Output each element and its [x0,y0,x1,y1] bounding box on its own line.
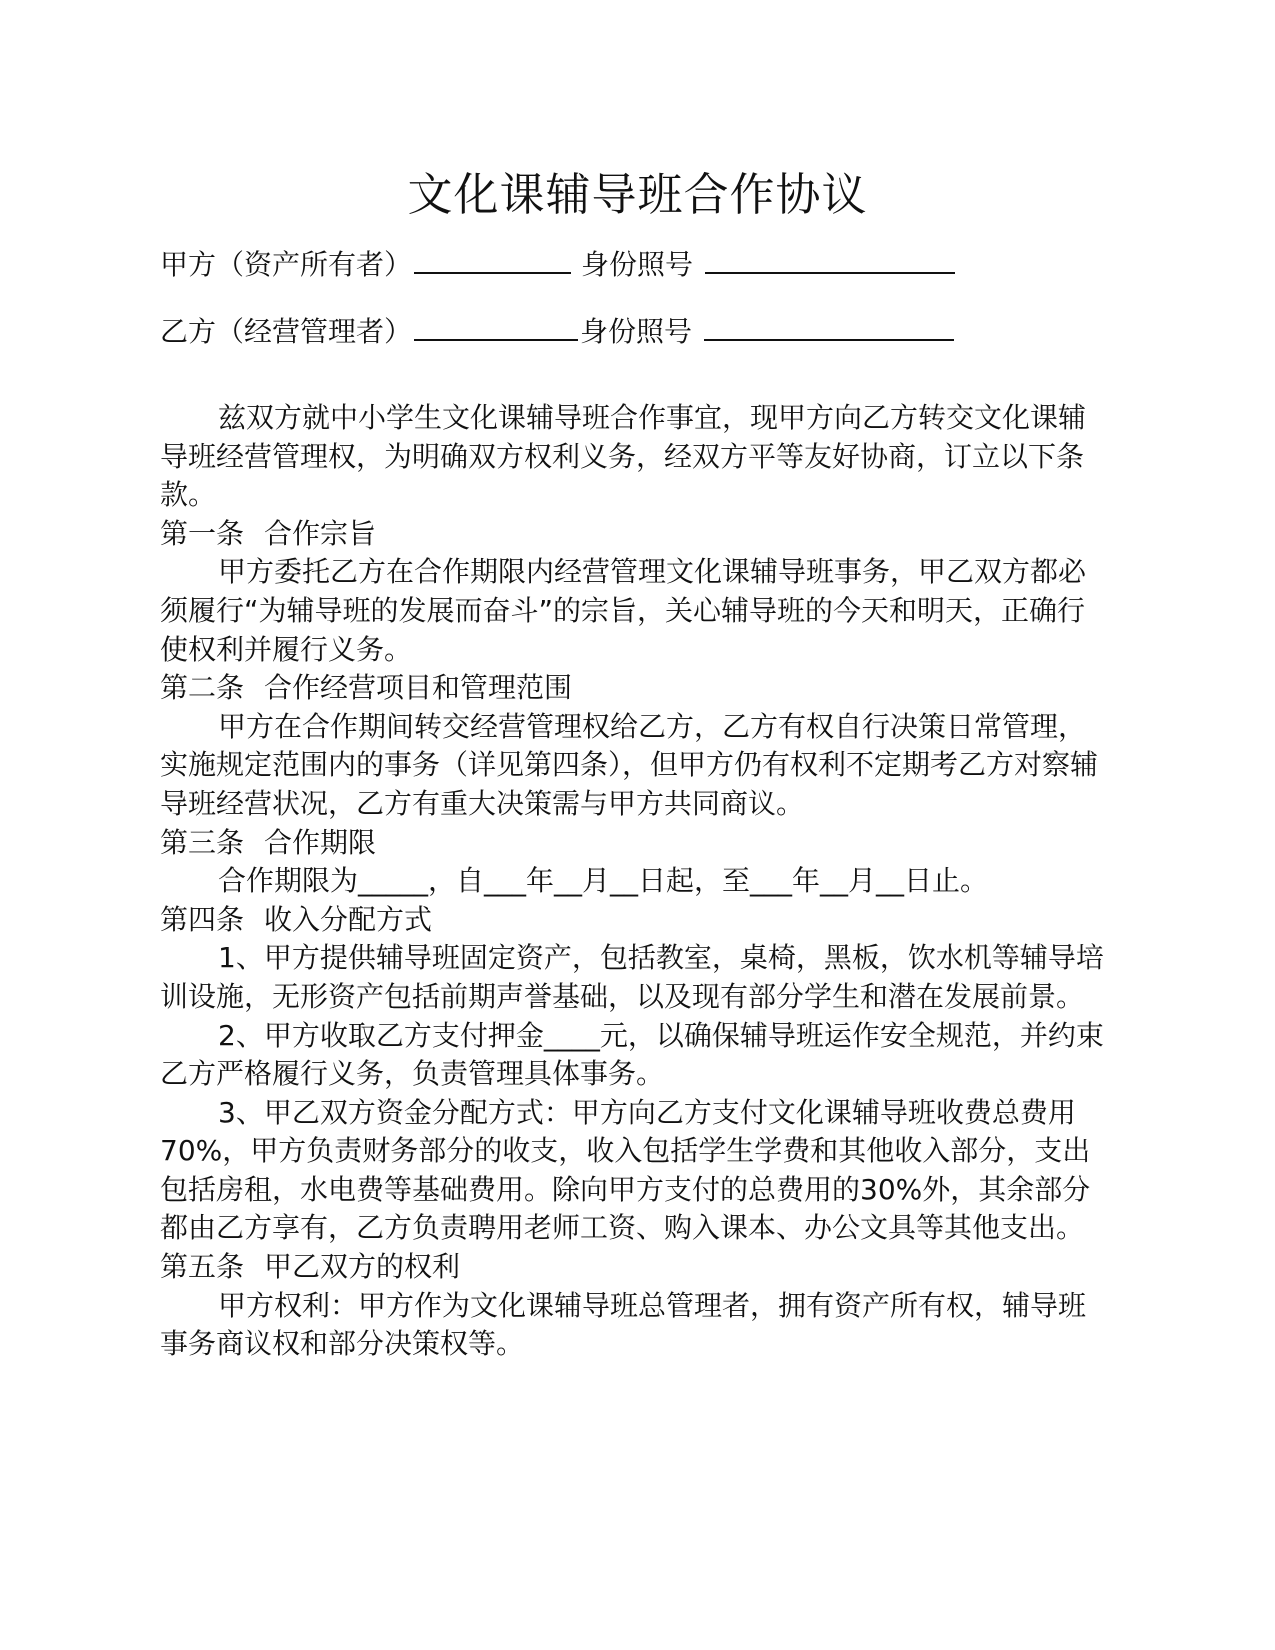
article-3-title: 合作期限 [264,825,377,859]
article-1-title: 合作宗旨 [264,516,377,550]
party-a-line [160,244,1160,284]
party-b-name-blank[interactable] [414,311,578,341]
article-5-title: 甲乙双方的权利 [264,1250,461,1284]
article-3-heading [160,824,1110,863]
document-body [160,399,1110,1364]
article-2-heading [160,669,1110,708]
article-4-number: 第四条 [160,902,245,936]
article-5-number: 第五条 [160,1250,245,1284]
party-a-id-blank[interactable] [705,244,955,274]
article-2-number: 第二条 [160,671,245,705]
party-a-label: 甲方（资产所有者） [160,248,413,281]
article-4-item-1: 1、甲方提供辅导班固定资产，包括教室，桌椅，黑板，饮水机等辅导培训设施，无形资产包括前期声誉基础，以及现有部分学生和潜在发展前景。 [160,941,1104,1013]
party-b-id-blank[interactable] [704,311,954,341]
article-3-body: 合作期限为_____，自___年__月__日起，至___年__月__日止。 [218,864,989,898]
article-4-item-3: 3、甲乙双方资金分配方式：甲方向乙方支付文化课辅导班收费总费用70%，甲方负责财务部分的收支，收入包括学生学费和其他收入部分，支出包括房租，水电费等基础费用。除向甲方支付的总费用的30%外，其余部分都由乙方享有，乙方负责聘用老师工资、购入课本、办公文具等其他支出。 [160,1095,1091,1245]
article-2-title: 合作经营项目和管理范围 [264,671,573,705]
article-1-number: 第一条 [160,516,245,550]
article-1-body: 甲方委托乙方在合作期限内经营管理文化课辅导班事务，甲乙双方都必须履行“为辅导班的发展而奋斗”的宗旨，关心辅导班的今天和明天，正确行使权利并履行义务。 [160,555,1087,666]
party-b-label: 乙方（经营管理者） [160,315,413,348]
party-b-line [160,311,1160,351]
article-1-heading [160,515,1110,554]
party-b-id-label: 身份照号 [580,315,693,348]
article-5-heading [160,1248,1110,1287]
party-a-name-blank[interactable] [414,244,571,274]
article-3-number: 第三条 [160,825,245,859]
article-4-item-2: 2、甲方收取乙方支付押金____元，以确保辅导班运作安全规范，并约束乙方严格履行义务，负责管理具体事务。 [160,1018,1104,1091]
document-title: 文化课辅导班合作协议 [407,168,868,221]
article-2-body: 甲方在合作期间转交经营管理权给乙方，乙方有权自行决策日常管理，实施规定范围内的事务（详见第四条），但甲方仍有权利不定期考乙方对察辅导班经营状况，乙方有重大决策需与甲方共同商议。 [160,709,1099,820]
article-4-title: 收入分配方式 [264,902,433,936]
party-a-id-label: 身份照号 [581,248,694,281]
intro-paragraph: 兹双方就中小学生文化课辅导班合作事宜，现甲方向乙方转交文化课辅导班经营管理权，为明确双方权利义务，经双方平等友好协商，订立以下条款。 [160,401,1087,512]
article-5-body: 甲方权利：甲方作为文化课辅导班总管理者，拥有资产所有权，辅导班事务商议权和部分决策权等。 [160,1288,1087,1361]
article-4-heading [160,901,1110,940]
